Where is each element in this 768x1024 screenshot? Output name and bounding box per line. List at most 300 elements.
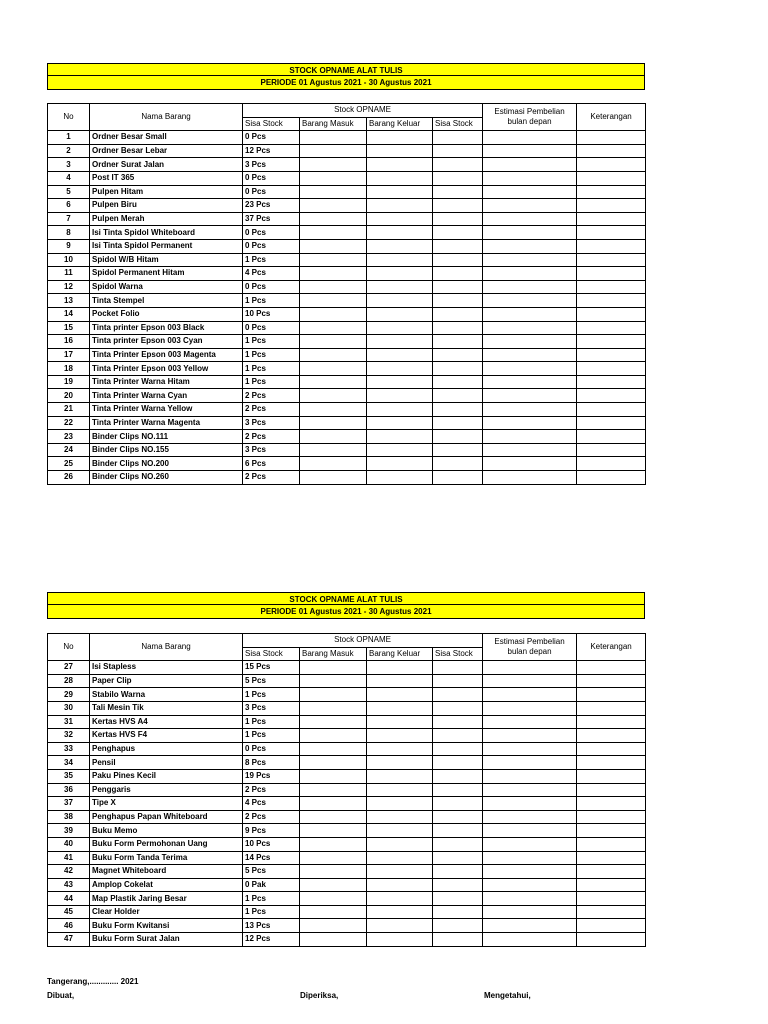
item-barang-masuk [300, 443, 367, 457]
item-number: 47 [48, 933, 90, 947]
document-title-2: STOCK OPNAME ALAT TULIS [47, 592, 645, 605]
item-barang-keluar [367, 742, 433, 756]
item-name: Ordner Besar Small [90, 131, 243, 145]
item-estimasi [483, 715, 577, 729]
item-sisa-stock: 0 Pak [243, 878, 300, 892]
table-row [48, 321, 646, 335]
item-keterangan [577, 403, 646, 417]
item-estimasi [483, 865, 577, 879]
item-barang-masuk [300, 362, 367, 376]
item-name: Tinta printer Epson 003 Black [90, 321, 243, 335]
item-keterangan [577, 267, 646, 281]
item-keterangan [577, 348, 646, 362]
item-number: 33 [48, 742, 90, 756]
item-number: 20 [48, 389, 90, 403]
item-sisa-stock: 0 Pcs [243, 280, 300, 294]
item-name: Tinta Stempel [90, 294, 243, 308]
table-row [48, 457, 646, 471]
item-barang-masuk [300, 158, 367, 172]
item-number: 9 [48, 239, 90, 253]
item-number: 18 [48, 362, 90, 376]
item-barang-masuk [300, 307, 367, 321]
item-sisa-stock: 9 Pcs [243, 824, 300, 838]
item-name: Penghapus Papan Whiteboard [90, 810, 243, 824]
item-sisa-stock-akhir [433, 851, 483, 865]
item-estimasi [483, 389, 577, 403]
item-name: Isi Stapless [90, 661, 243, 675]
item-sisa-stock-akhir [433, 131, 483, 145]
item-barang-masuk [300, 280, 367, 294]
item-barang-keluar [367, 131, 433, 145]
item-keterangan [577, 919, 646, 933]
item-estimasi [483, 185, 577, 199]
table-row [48, 865, 646, 879]
item-sisa-stock-akhir [433, 865, 483, 879]
item-sisa-stock: 10 Pcs [243, 837, 300, 851]
item-name: Penggaris [90, 783, 243, 797]
item-estimasi [483, 280, 577, 294]
item-barang-masuk [300, 226, 367, 240]
header-estimasi: Estimasi Pembelian bulan depan [483, 634, 577, 661]
table-row [48, 212, 646, 226]
item-sisa-stock: 2 Pcs [243, 430, 300, 444]
item-number: 16 [48, 335, 90, 349]
item-barang-keluar [367, 783, 433, 797]
item-barang-keluar [367, 851, 433, 865]
table-row [48, 294, 646, 308]
item-number: 12 [48, 280, 90, 294]
item-sisa-stock: 1 Pcs [243, 253, 300, 267]
item-number: 21 [48, 403, 90, 417]
item-sisa-stock-akhir [433, 797, 483, 811]
item-estimasi [483, 199, 577, 213]
header-stock-opname: Stock OPNAME [243, 634, 483, 648]
item-keterangan [577, 457, 646, 471]
table-row [48, 389, 646, 403]
table-row [48, 131, 646, 145]
item-sisa-stock: 1 Pcs [243, 905, 300, 919]
item-keterangan [577, 661, 646, 675]
item-sisa-stock-akhir [433, 919, 483, 933]
item-sisa-stock-akhir [433, 307, 483, 321]
item-sisa-stock: 3 Pcs [243, 416, 300, 430]
item-name: Buku Memo [90, 824, 243, 838]
item-number: 2 [48, 144, 90, 158]
item-sisa-stock-akhir [433, 688, 483, 702]
item-number: 35 [48, 769, 90, 783]
item-barang-keluar [367, 919, 433, 933]
footer-mengetahui: Mengetahui, [484, 991, 531, 1000]
item-keterangan [577, 389, 646, 403]
item-sisa-stock: 6 Pcs [243, 457, 300, 471]
table-row [48, 824, 646, 838]
item-estimasi [483, 905, 577, 919]
item-sisa-stock: 8 Pcs [243, 756, 300, 770]
item-number: 44 [48, 892, 90, 906]
item-name: Binder Clips NO.260 [90, 471, 243, 485]
header-barang-masuk: Barang Masuk [300, 117, 367, 131]
item-name: Tinta Printer Epson 003 Yellow [90, 362, 243, 376]
item-keterangan [577, 742, 646, 756]
item-number: 28 [48, 674, 90, 688]
header-sisa-stock-akhir: Sisa Stock [433, 647, 483, 661]
item-barang-keluar [367, 280, 433, 294]
item-sisa-stock: 3 Pcs [243, 701, 300, 715]
item-estimasi [483, 307, 577, 321]
item-estimasi [483, 674, 577, 688]
item-estimasi [483, 267, 577, 281]
item-name: Stabilo Warna [90, 688, 243, 702]
item-keterangan [577, 892, 646, 906]
item-estimasi [483, 430, 577, 444]
document-period-2: PERIODE 01 Agustus 2021 - 30 Agustus 2021 [47, 605, 645, 619]
item-number: 8 [48, 226, 90, 240]
item-barang-keluar [367, 226, 433, 240]
item-number: 5 [48, 185, 90, 199]
header-estimasi: Estimasi Pembelian bulan depan [483, 104, 577, 131]
table-row [48, 783, 646, 797]
stock-table-2 [47, 633, 646, 947]
item-estimasi [483, 892, 577, 906]
item-sisa-stock: 2 Pcs [243, 471, 300, 485]
item-barang-keluar [367, 769, 433, 783]
item-keterangan [577, 729, 646, 743]
table-row [48, 307, 646, 321]
stock-table-1 [47, 103, 646, 485]
item-sisa-stock-akhir [433, 294, 483, 308]
item-name: Tali Mesin Tik [90, 701, 243, 715]
header-barang-keluar: Barang Keluar [367, 117, 433, 131]
table-row [48, 226, 646, 240]
item-sisa-stock-akhir [433, 335, 483, 349]
item-number: 45 [48, 905, 90, 919]
item-barang-keluar [367, 933, 433, 947]
item-barang-masuk [300, 430, 367, 444]
item-estimasi [483, 837, 577, 851]
header-no: No [48, 104, 90, 131]
item-sisa-stock: 4 Pcs [243, 267, 300, 281]
item-number: 17 [48, 348, 90, 362]
item-barang-keluar [367, 824, 433, 838]
item-barang-keluar [367, 715, 433, 729]
item-sisa-stock: 2 Pcs [243, 389, 300, 403]
item-name: Ordner Surat Jalan [90, 158, 243, 172]
item-keterangan [577, 131, 646, 145]
item-number: 26 [48, 471, 90, 485]
header-barang-keluar: Barang Keluar [367, 647, 433, 661]
item-keterangan [577, 362, 646, 376]
item-barang-masuk [300, 171, 367, 185]
item-sisa-stock-akhir [433, 280, 483, 294]
header-nama-barang: Nama Barang [90, 104, 243, 131]
item-sisa-stock: 1 Pcs [243, 294, 300, 308]
header-sisa-stock-akhir: Sisa Stock [433, 117, 483, 131]
item-barang-keluar [367, 471, 433, 485]
item-number: 19 [48, 375, 90, 389]
header-nama-barang: Nama Barang [90, 634, 243, 661]
item-barang-keluar [367, 171, 433, 185]
item-barang-keluar [367, 674, 433, 688]
item-number: 43 [48, 878, 90, 892]
item-sisa-stock-akhir [433, 674, 483, 688]
item-estimasi [483, 348, 577, 362]
item-sisa-stock-akhir [433, 416, 483, 430]
item-name: Tinta printer Epson 003 Cyan [90, 335, 243, 349]
title-block-1 [47, 63, 645, 90]
item-barang-masuk [300, 701, 367, 715]
item-keterangan [577, 321, 646, 335]
item-sisa-stock: 12 Pcs [243, 933, 300, 947]
item-estimasi [483, 729, 577, 743]
item-sisa-stock: 14 Pcs [243, 851, 300, 865]
table-row [48, 416, 646, 430]
item-sisa-stock: 2 Pcs [243, 783, 300, 797]
item-number: 6 [48, 199, 90, 213]
item-name: Pulpen Merah [90, 212, 243, 226]
item-keterangan [577, 253, 646, 267]
table-row [48, 443, 646, 457]
header-keterangan: Keterangan [577, 634, 646, 661]
item-name: Penghapus [90, 742, 243, 756]
item-barang-masuk [300, 199, 367, 213]
table-row [48, 674, 646, 688]
item-keterangan [577, 851, 646, 865]
item-number: 22 [48, 416, 90, 430]
item-number: 36 [48, 783, 90, 797]
item-sisa-stock: 2 Pcs [243, 810, 300, 824]
table-row [48, 756, 646, 770]
item-barang-keluar [367, 905, 433, 919]
table-row [48, 797, 646, 811]
item-keterangan [577, 280, 646, 294]
document-period: PERIODE 01 Agustus 2021 - 30 Agustus 2021 [47, 76, 645, 90]
item-barang-masuk [300, 294, 367, 308]
item-name: Post IT 365 [90, 171, 243, 185]
item-name: Amplop Cokelat [90, 878, 243, 892]
item-barang-masuk [300, 892, 367, 906]
item-estimasi [483, 688, 577, 702]
item-barang-keluar [367, 729, 433, 743]
item-number: 32 [48, 729, 90, 743]
table-row [48, 729, 646, 743]
item-barang-masuk [300, 865, 367, 879]
item-barang-keluar [367, 239, 433, 253]
item-barang-keluar [367, 389, 433, 403]
item-barang-keluar [367, 158, 433, 172]
item-number: 3 [48, 158, 90, 172]
item-name: Binder Clips NO.155 [90, 443, 243, 457]
item-keterangan [577, 783, 646, 797]
item-name: Tinta Printer Warna Hitam [90, 375, 243, 389]
item-number: 42 [48, 865, 90, 879]
item-barang-masuk [300, 375, 367, 389]
item-sisa-stock-akhir [433, 837, 483, 851]
item-barang-keluar [367, 430, 433, 444]
item-sisa-stock: 0 Pcs [243, 239, 300, 253]
table-row [48, 715, 646, 729]
item-name: Tipe X [90, 797, 243, 811]
item-barang-keluar [367, 403, 433, 417]
item-sisa-stock-akhir [433, 457, 483, 471]
item-name: Clear Holder [90, 905, 243, 919]
item-name: Tinta Printer Warna Cyan [90, 389, 243, 403]
item-estimasi [483, 769, 577, 783]
item-number: 39 [48, 824, 90, 838]
item-keterangan [577, 171, 646, 185]
item-sisa-stock-akhir [433, 158, 483, 172]
item-sisa-stock-akhir [433, 199, 483, 213]
item-keterangan [577, 294, 646, 308]
item-name: Isi Tinta Spidol Permanent [90, 239, 243, 253]
table-row [48, 851, 646, 865]
item-sisa-stock: 1 Pcs [243, 335, 300, 349]
item-sisa-stock-akhir [433, 905, 483, 919]
item-name: Map Plastik Jaring Besar [90, 892, 243, 906]
item-estimasi [483, 226, 577, 240]
item-barang-masuk [300, 851, 367, 865]
item-number: 37 [48, 797, 90, 811]
item-name: Tinta Printer Epson 003 Magenta [90, 348, 243, 362]
table-row [48, 769, 646, 783]
item-number: 15 [48, 321, 90, 335]
item-barang-keluar [367, 294, 433, 308]
item-number: 10 [48, 253, 90, 267]
item-barang-keluar [367, 185, 433, 199]
item-number: 46 [48, 919, 90, 933]
item-estimasi [483, 851, 577, 865]
item-sisa-stock-akhir [433, 321, 483, 335]
table-row [48, 742, 646, 756]
item-barang-keluar [367, 144, 433, 158]
item-estimasi [483, 239, 577, 253]
header-sisa-stock: Sisa Stock [243, 117, 300, 131]
item-name: Paku Pines Kecil [90, 769, 243, 783]
item-estimasi [483, 783, 577, 797]
item-barang-masuk [300, 131, 367, 145]
item-name: Binder Clips NO.111 [90, 430, 243, 444]
item-keterangan [577, 239, 646, 253]
item-name: Kertas HVS A4 [90, 715, 243, 729]
item-sisa-stock-akhir [433, 878, 483, 892]
item-barang-keluar [367, 212, 433, 226]
item-estimasi [483, 797, 577, 811]
item-keterangan [577, 905, 646, 919]
item-number: 34 [48, 756, 90, 770]
item-number: 29 [48, 688, 90, 702]
item-keterangan [577, 199, 646, 213]
item-estimasi [483, 471, 577, 485]
item-estimasi [483, 810, 577, 824]
table-row [48, 471, 646, 485]
item-keterangan [577, 674, 646, 688]
item-number: 31 [48, 715, 90, 729]
item-estimasi [483, 824, 577, 838]
item-sisa-stock-akhir [433, 742, 483, 756]
item-number: 23 [48, 430, 90, 444]
item-keterangan [577, 430, 646, 444]
item-barang-masuk [300, 919, 367, 933]
item-sisa-stock-akhir [433, 933, 483, 947]
table-row [48, 171, 646, 185]
item-sisa-stock-akhir [433, 769, 483, 783]
item-sisa-stock-akhir [433, 144, 483, 158]
table-row [48, 158, 646, 172]
item-sisa-stock: 0 Pcs [243, 742, 300, 756]
table-row [48, 688, 646, 702]
item-name: Pulpen Biru [90, 199, 243, 213]
item-number: 13 [48, 294, 90, 308]
item-estimasi [483, 171, 577, 185]
item-keterangan [577, 878, 646, 892]
item-sisa-stock-akhir [433, 824, 483, 838]
item-barang-masuk [300, 797, 367, 811]
header-barang-masuk: Barang Masuk [300, 647, 367, 661]
item-sisa-stock: 1 Pcs [243, 375, 300, 389]
item-keterangan [577, 824, 646, 838]
item-number: 38 [48, 810, 90, 824]
item-estimasi [483, 158, 577, 172]
item-name: Buku Form Kwitansi [90, 919, 243, 933]
item-keterangan [577, 416, 646, 430]
item-number: 30 [48, 701, 90, 715]
item-estimasi [483, 919, 577, 933]
item-name: Tinta Printer Warna Yellow [90, 403, 243, 417]
item-name: Spidol W/B Hitam [90, 253, 243, 267]
item-sisa-stock: 1 Pcs [243, 729, 300, 743]
item-barang-masuk [300, 837, 367, 851]
item-number: 27 [48, 661, 90, 675]
item-barang-keluar [367, 348, 433, 362]
item-barang-keluar [367, 688, 433, 702]
item-barang-masuk [300, 403, 367, 417]
item-sisa-stock: 3 Pcs [243, 158, 300, 172]
item-sisa-stock-akhir [433, 348, 483, 362]
item-sisa-stock-akhir [433, 892, 483, 906]
item-sisa-stock: 1 Pcs [243, 688, 300, 702]
item-barang-masuk [300, 416, 367, 430]
item-name: Pulpen Hitam [90, 185, 243, 199]
item-barang-masuk [300, 688, 367, 702]
item-sisa-stock-akhir [433, 471, 483, 485]
item-keterangan [577, 933, 646, 947]
table-row [48, 185, 646, 199]
item-estimasi [483, 362, 577, 376]
item-barang-keluar [367, 892, 433, 906]
item-sisa-stock: 0 Pcs [243, 171, 300, 185]
item-sisa-stock-akhir [433, 171, 483, 185]
table-row [48, 430, 646, 444]
item-sisa-stock: 0 Pcs [243, 185, 300, 199]
item-sisa-stock-akhir [433, 185, 483, 199]
item-name: Pensil [90, 756, 243, 770]
item-barang-keluar [367, 253, 433, 267]
item-keterangan [577, 443, 646, 457]
table-row [48, 280, 646, 294]
item-name: Binder Clips NO.200 [90, 457, 243, 471]
item-name: Paper Clip [90, 674, 243, 688]
item-estimasi [483, 294, 577, 308]
item-estimasi [483, 212, 577, 226]
item-barang-keluar [367, 335, 433, 349]
item-barang-masuk [300, 729, 367, 743]
item-name: Kertas HVS F4 [90, 729, 243, 743]
item-sisa-stock: 10 Pcs [243, 307, 300, 321]
item-barang-keluar [367, 267, 433, 281]
item-barang-masuk [300, 742, 367, 756]
table-row [48, 701, 646, 715]
item-estimasi [483, 416, 577, 430]
item-estimasi [483, 253, 577, 267]
